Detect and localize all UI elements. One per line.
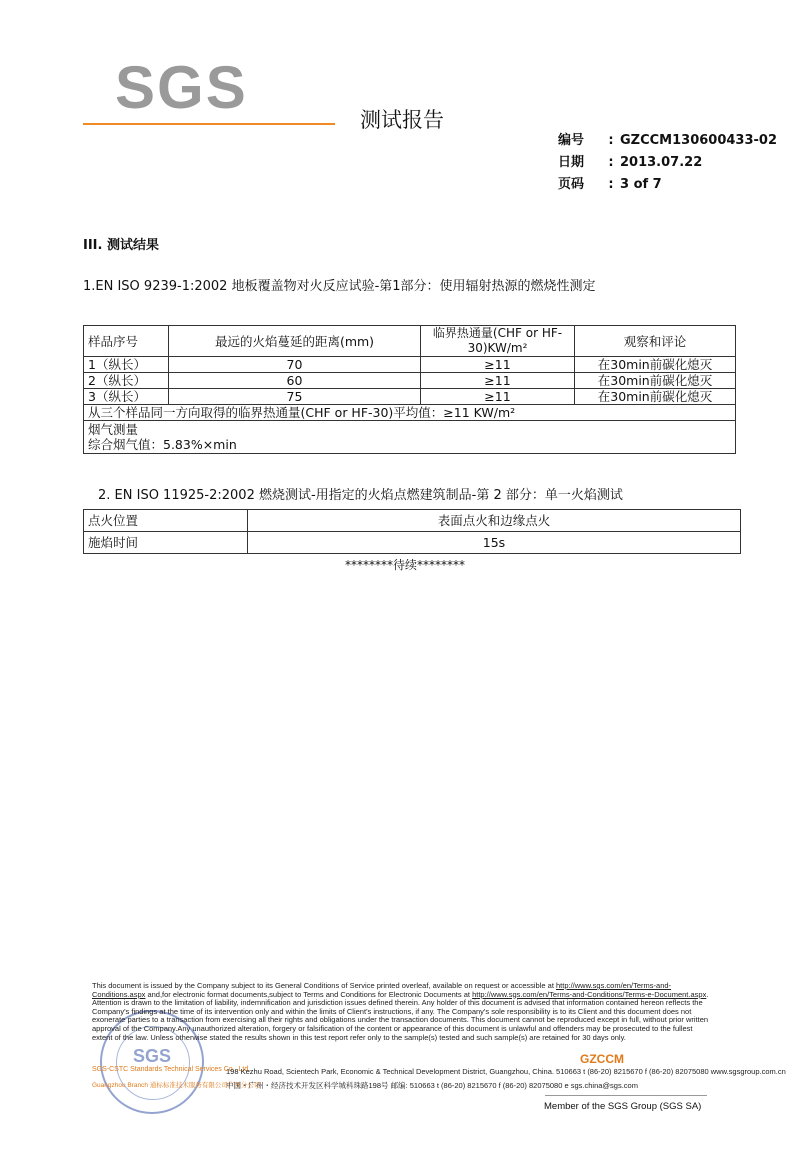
header-cell: 样品序号	[84, 326, 169, 357]
disclaimer-part: . Attention is drawn to the limitation of liability, indemnification and jurisdiction issues defined therein. Any holder of this document is advised that information contained hereon reflects the Company's findings at the time of its intervention only and within the limits of Client's instructions, if any. The Company's sole responsibility is to its Client and this document does not exonerate parties to a transaction from exercising all their rights and obligations under the transaction documents. This document cannot be reproduced except in full, without prior written approval of the Company.Any unauthorized alteration, forgery or falsification of the content or appearance of this document is unlawful and offenders may be prosecuted to the fullest extent of the law. Unless otherwise stated the results shown in this test report refer only to the sample(s) tested and such sample(s) are retained for 30 days only.	[92, 989, 709, 1042]
table-row	[84, 405, 736, 421]
table-cell: 75	[169, 389, 421, 405]
meta-date	[558, 156, 702, 170]
test2-title: 2. EN ISO 11925-2:2002 燃烧测试-用指定的火焰点燃建筑制品-第 2 部分：单一火焰测试	[98, 488, 623, 503]
section-heading: III. 测试结果	[83, 238, 159, 253]
smoke-cell	[84, 421, 736, 454]
table-cell: 60	[169, 373, 421, 389]
table-row	[84, 389, 736, 405]
table-row	[84, 510, 741, 532]
table-cell: 点火位置	[84, 510, 248, 532]
meta-label: 日期	[558, 155, 585, 170]
meta-colon: :	[608, 133, 614, 148]
logo-underline	[83, 123, 335, 125]
stamp-text: SGS	[132, 1046, 171, 1066]
table-cell: 3（纵长）	[84, 389, 169, 405]
terms-link[interactable]: http://www.sgs.com/en/Terms-and-Conditions.aspx	[92, 981, 672, 999]
table-cell: 在30min前碳化熄灭	[575, 373, 736, 389]
member-note: Member of the SGS Group (SGS SA)	[544, 1101, 702, 1112]
meta-value: GZCCM130600433-02	[620, 133, 778, 148]
meta-label: 编号	[558, 133, 585, 148]
meta-value: 2013.07.22	[620, 155, 703, 170]
table-cell: 70	[169, 357, 421, 373]
table-cell: ≥11	[421, 373, 575, 389]
table-cell: 表面点火和边缘点火	[248, 510, 741, 532]
test1-title: 1.EN ISO 9239-1:2002 地板覆盖物对火反应试验-第1部分：使用辐射热源的燃烧性测定	[83, 279, 596, 294]
terms-e-document-link[interactable]: http://www.sgs.com/en/Terms-and-Conditions/Terms-e-Document.aspx	[472, 989, 707, 999]
smoke-value: 综合烟气值：5.83%×min	[88, 437, 237, 452]
table-row	[84, 357, 736, 373]
continued-marker: ********待续********	[345, 558, 466, 572]
table-row	[84, 373, 736, 389]
table-cell: 2（纵长）	[84, 373, 169, 389]
disclaimer-part: and,for electronic format documents,subject to Terms and Conditions for Electronic Documents at	[145, 989, 473, 999]
gzccm-label: GZCCM	[580, 1052, 624, 1066]
footer-disclaimer	[92, 982, 712, 1042]
table-header-row	[84, 326, 736, 357]
table-cell: 在30min前碳化熄灭	[575, 357, 736, 373]
header-cell: 最远的火焰蔓延的距离(mm)	[169, 326, 421, 357]
report-title: 测试报告	[360, 108, 444, 132]
meta-value: 3 of 7	[620, 177, 662, 192]
disclaimer-part: This document is issued by the Company subject to its General Conditions of Service printed overleaf, available on request or accessible at	[92, 981, 556, 990]
meta-label: 页码	[558, 177, 585, 192]
table-cell: 在30min前碳化熄灭	[575, 389, 736, 405]
table-cell: ≥11	[421, 389, 575, 405]
sgs-logo: SGS	[115, 54, 248, 121]
footer-divider	[545, 1095, 707, 1096]
table-cell: 施焰时间	[84, 532, 248, 554]
address-cn: 中国・广州・经济技术开发区科学城科珠路198号 邮编: 510663 t (86-20) 8215670 f (86-20) 82075080 e sgs.china@sgs.com	[226, 1081, 638, 1090]
table-cell: 15s	[248, 532, 741, 554]
test1-table	[83, 325, 736, 454]
company-name-cn: Guangzhou Branch 通标标准技术服务有限公司广州分公司	[92, 1082, 261, 1089]
table-row	[84, 532, 741, 554]
meta-colon: :	[608, 177, 614, 192]
test2-table	[83, 509, 741, 554]
average-cell: 从三个样品同一方向取得的临界热通量(CHF or HF-30)平均值：≥11 KW/m²	[84, 405, 736, 421]
meta-report-number	[558, 134, 777, 148]
table-cell: 1（纵长）	[84, 357, 169, 373]
meta-page	[558, 178, 662, 192]
table-row	[84, 421, 736, 454]
header-cell: 临界热通量(CHF or HF-30)KW/m²	[421, 326, 575, 357]
table-cell: ≥11	[421, 357, 575, 373]
header-cell: 观察和评论	[575, 326, 736, 357]
smoke-title: 烟气测量	[88, 422, 139, 437]
address-en: 198 Kezhu Road, Scientech Park, Economic & Technical Development District, Guangzhou, China. 510663 t (86-20) 8215670 f (86-20) 82075080 www.sgsgroup.com.cn	[226, 1067, 786, 1076]
company-name-en: SGS-CSTC Standards Technical Services Co., Ltd.	[92, 1066, 251, 1073]
meta-colon: :	[608, 155, 614, 170]
